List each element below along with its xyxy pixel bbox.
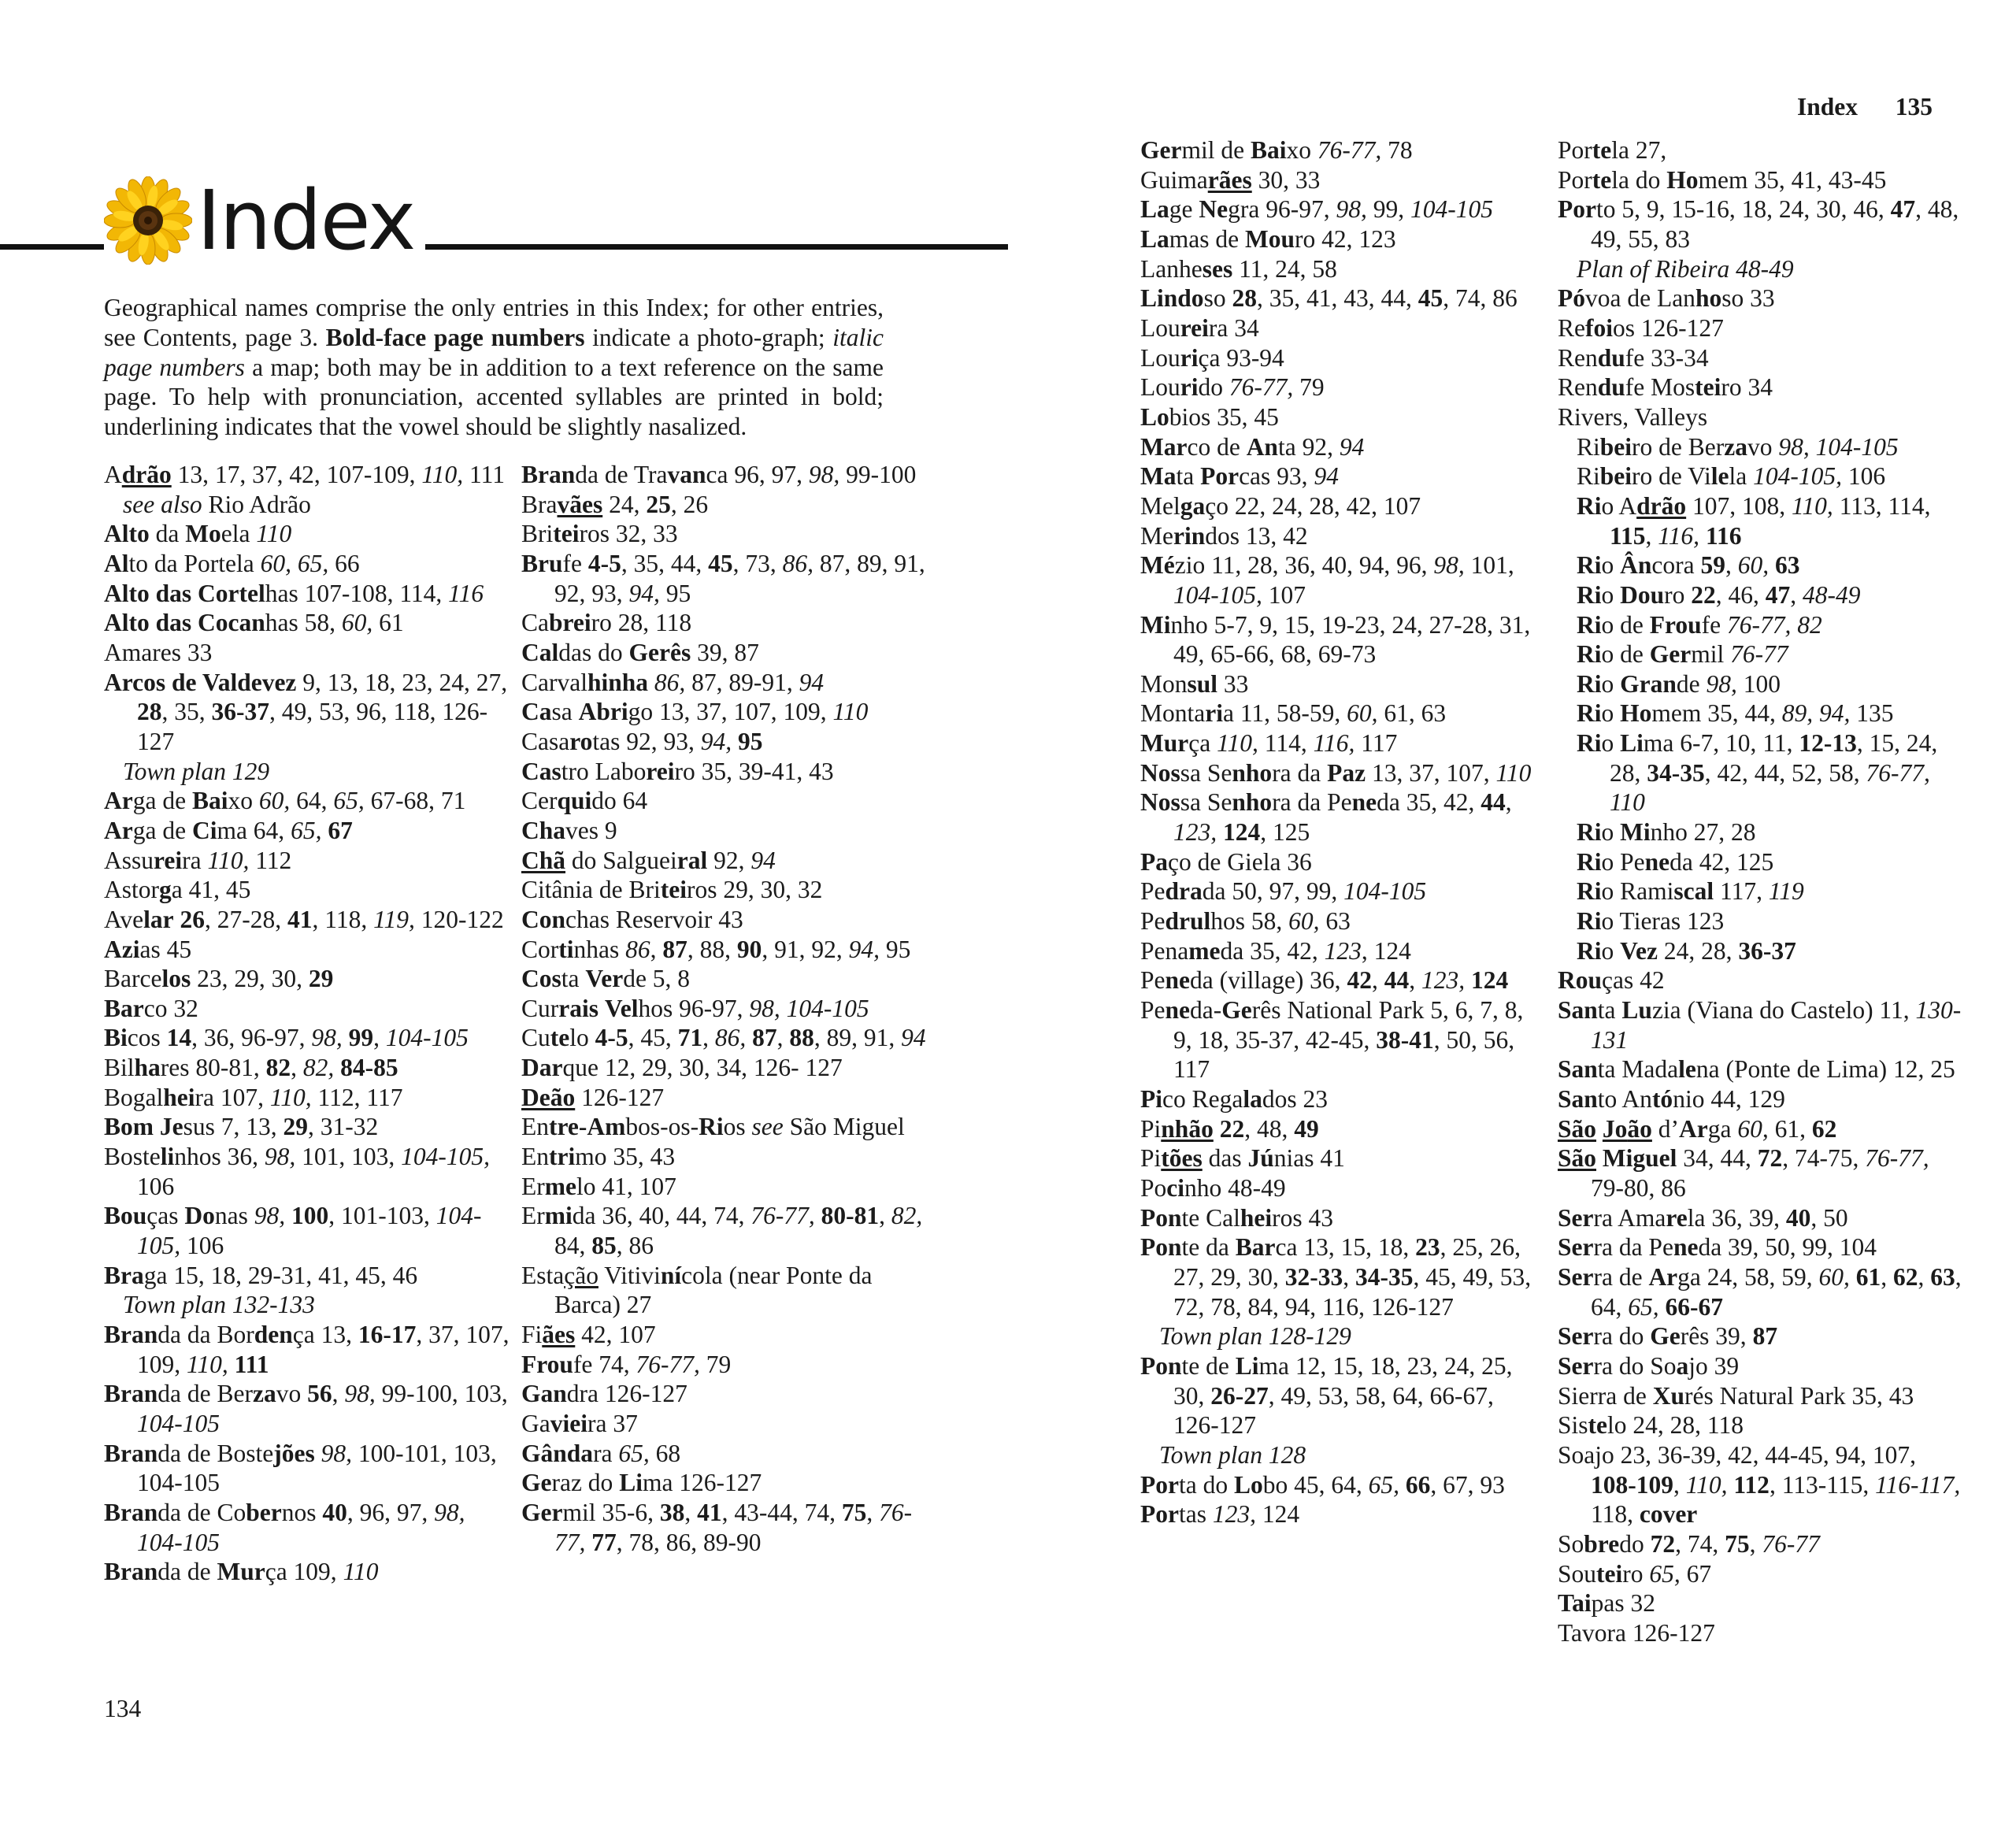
index-subentry: Rio Douro 22, 46, 47, 48-49 xyxy=(1577,580,1861,609)
index-entry: Peneda-Gerês National Park 5, 6, 7, 8, 9, 18, 35-37, 42-45, 38-41, 50, 56, 117 xyxy=(1140,996,1524,1084)
index-subentry: Rio Tieras 123 xyxy=(1577,907,1725,936)
index-entry: Portela 27, xyxy=(1558,136,1667,164)
index-entry: Ponte da Barca 13, 15, 18, 23, 25, 26, 27, 29, 30, 32-33, 34-35, 45, 49, 53, 72, 78, 84, 94, 116, 126-127 xyxy=(1140,1233,1532,1321)
index-entry: Sierra de Xurés Natural Park 35, 43 xyxy=(1558,1381,1914,1410)
intro-segment: indicate a photo-graph; xyxy=(584,323,833,351)
index-entry: Santa Luzia (Viana do Castelo) 11, 130-131 xyxy=(1558,996,1962,1054)
index-entry: Germil de Baixo 76-77, 78 xyxy=(1140,136,1413,164)
index-entry: Bilhares 80-81, 82, 82, 84-85 xyxy=(104,1054,398,1082)
index-entry: Souteiro 65, 67 xyxy=(1558,1559,1712,1588)
index-entry: São Miguel 34, 44, 72, 74-75, 76-77, 79-80, 86 xyxy=(1558,1144,1929,1202)
index-subentry: Town plan 128 xyxy=(1159,1440,1306,1469)
index-entry: Pedrada 50, 97, 99, 104-105 xyxy=(1140,877,1427,906)
page-number-left: 134 xyxy=(104,1695,142,1722)
index-entry: Ermida 36, 40, 44, 74, 76-77, 80-81, 82, 84, 85, 86 xyxy=(521,1202,923,1260)
index-entry: Carvalhinha 86, 87, 89-91, 94 xyxy=(521,668,825,696)
index-subentry: Town plan 128-129 xyxy=(1159,1322,1351,1351)
index-entry: Castro Laboreiro 35, 39-41, 43 xyxy=(521,757,834,785)
index-entry: Arga de Baixo 60, 64, 65, 67-68, 71 xyxy=(104,787,466,815)
index-entry: Pocinho 48-49 xyxy=(1140,1173,1286,1202)
index-entry: Lanheses 11, 24, 58 xyxy=(1140,254,1337,283)
index-entry: Cabreiro 28, 118 xyxy=(521,609,692,637)
index-entry: Loureira 34 xyxy=(1140,313,1259,342)
index-entry: Rouças 42 xyxy=(1558,966,1665,995)
index-subentry: Rio Homem 35, 44, 89, 94, 135 xyxy=(1577,699,1894,728)
index-entry: Sobredo 72, 74, 75, 76-77 xyxy=(1558,1529,1820,1558)
index-entry: Bicos 14, 36, 96-97, 98, 99, 104-105 xyxy=(104,1024,469,1052)
index-entry: Arga de Cima 64, 65, 67 xyxy=(104,816,353,844)
index-entry: Azias 45 xyxy=(104,935,192,963)
index-subentry: Ribeiro de Berzavo 98, 104-105 xyxy=(1577,432,1899,461)
index-entry: Bostelinhos 36, 98, 101, 103, 104-105, 106 xyxy=(104,1143,491,1200)
sunflower-icon xyxy=(104,176,192,265)
index-subentry: Rio Lima 6-7, 10, 11, 12-13, 15, 24, 28, 34-35, 42, 44, 52, 58, 76-77, 110 xyxy=(1577,729,1938,817)
index-entry: Tavora 126-127 xyxy=(1558,1618,1715,1647)
index-entry: Caldas do Gerês 39, 87 xyxy=(521,638,759,666)
index-entry: Lobios 35, 45 xyxy=(1140,402,1279,431)
index-entry: Lamas de Mouro 42, 123 xyxy=(1140,224,1396,253)
index-subentry: Rio Adrão 107, 108, 110, 113, 114, 115, 116, 116 xyxy=(1577,491,1931,550)
index-entry: Assureira 110, 112 xyxy=(104,846,292,874)
index-entry: Branda de Murça 109, 110 xyxy=(104,1558,379,1586)
index-subentry: Rio Vez 24, 28, 36-37 xyxy=(1577,936,1796,965)
intro-segment: a map; both may be in addition to a text reference on the same page. To help with pronunciation, accented syllables are printed in bold; underlining indicates that the vowel should be slightly nasalized. xyxy=(104,353,884,441)
index-entry: Serra do Gerês 39, 87 xyxy=(1558,1322,1778,1351)
index-entry: Pico Regalados 23 xyxy=(1140,1085,1328,1113)
index-entry: Bouças Donas 98, 100, 101-103, 104-105, 106 xyxy=(104,1202,482,1260)
index-entry: Paço de Giela 36 xyxy=(1140,847,1312,876)
index-entry: Merindos 13, 42 xyxy=(1140,521,1308,550)
index-entry: Citânia de Briteiros 29, 30, 32 xyxy=(521,876,823,904)
index-entry: Adrão 13, 17, 37, 42, 107-109, 110, 111 xyxy=(104,461,505,488)
index-entry: Braga 15, 18, 29-31, 41, 45, 46 xyxy=(104,1261,418,1289)
index-entry: Guimarães 30, 33 xyxy=(1140,165,1321,194)
index-entry: Montaria 11, 58-59, 60, 61, 63 xyxy=(1140,699,1447,728)
index-subentry: Rio Grande 98, 100 xyxy=(1577,669,1781,698)
index-entry: Mézio 11, 28, 36, 40, 94, 96, 98, 101, 104-105, 107 xyxy=(1140,551,1514,609)
index-entry: Branda de Travanca 96, 97, 98, 99-100 xyxy=(521,461,917,488)
index-entry: Fiães 42, 107 xyxy=(521,1321,656,1349)
index-entry: Porto 5, 9, 15-16, 18, 24, 30, 46, 47, 48, 49, 55, 83 xyxy=(1558,195,1959,253)
index-entry: Froufe 74, 76-77, 79 xyxy=(521,1350,732,1378)
index-entry: Avelar 26, 27-28, 41, 118, 119, 120-122 xyxy=(104,905,504,933)
index-subentry: Plan of Ribeira 48-49 xyxy=(1577,254,1794,283)
running-head xyxy=(1797,93,1933,121)
index-entry: Refoios 126-127 xyxy=(1558,313,1724,342)
index-entry: Lage Negra 96-97, 98, 99, 104-105 xyxy=(1140,195,1493,224)
index-entry: Soajo 23, 36-39, 42, 44-45, 94, 107, 108-109, 110, 112, 113-115, 116-117, 118, cover xyxy=(1558,1440,1961,1529)
index-entry: Deão 126-127 xyxy=(521,1083,665,1111)
index-entry: Penameda 35, 42, 123, 124 xyxy=(1140,936,1411,965)
index-entry: Casa Abrigo 13, 37, 107, 109, 110 xyxy=(521,698,869,726)
index-entry: Minho 5-7, 9, 15, 19-23, 24, 27-28, 31, 49, 65-66, 68, 69-73 xyxy=(1140,610,1531,669)
title-rule-right xyxy=(425,244,1008,250)
index-entry: Lourido 76-77, 79 xyxy=(1140,373,1325,402)
index-entry: Alto das Cortelhas 107-108, 114, 116 xyxy=(104,579,484,607)
index-entry: Branda da Bordença 13, 16-17, 37, 107, 109, 110, 111 xyxy=(104,1321,510,1378)
index-entry: Pedrulhos 58, 60, 63 xyxy=(1140,907,1351,936)
index-entry: Branda de Bostejões 98, 100-101, 103, 104-105 xyxy=(104,1439,497,1497)
index-entry: Barcelos 23, 29, 30, 29 xyxy=(104,965,334,993)
index-entry: Alto da Moela 110 xyxy=(104,520,292,548)
index-entry: Briteiros 32, 33 xyxy=(521,520,678,548)
index-entry: Portas 123, 124 xyxy=(1140,1500,1300,1529)
index-entry: Nossa Senhora da Peneda 35, 42, 44, 123, 124, 125 xyxy=(1140,788,1512,847)
index-entry: Peneda (village) 36, 42, 44, 123, 124 xyxy=(1140,966,1509,995)
index-entry: Rendufe Mosteiro 34 xyxy=(1558,373,1773,402)
index-entry: Entrimo 35, 43 xyxy=(521,1143,676,1171)
index-subentry: Rio Minho 27, 28 xyxy=(1577,818,1756,847)
index-entry: Alto das Cocanhas 58, 60, 61 xyxy=(104,609,404,637)
index-entry: Geraz do Lima 126-127 xyxy=(521,1469,762,1497)
index-entry: Porta do Lobo 45, 64, 65, 66, 67, 93 xyxy=(1140,1470,1505,1499)
index-entry: Bom Jesus 7, 13, 29, 31-32 xyxy=(104,1113,379,1141)
index-column-2 xyxy=(521,460,931,1557)
index-entry: Ponte de Lima 12, 15, 18, 23, 24, 25, 30, 26-27, 49, 53, 58, 64, 66-67, 126-127 xyxy=(1140,1351,1513,1440)
index-entry: Serra do Soajo 39 xyxy=(1558,1351,1740,1380)
index-entry: Barco 32 xyxy=(104,994,198,1022)
index-entry: Lindoso 28, 35, 41, 43, 44, 45, 74, 86 xyxy=(1140,284,1518,313)
index-entry: Astorga 41, 45 xyxy=(104,876,251,904)
index-entry: Póvoa de Lanhoso 33 xyxy=(1558,284,1775,313)
index-entry: Serra de Arga 24, 58, 59, 60, 61, 62, 63, 64, 65, 66-67 xyxy=(1558,1262,1962,1321)
index-entry: Murça 110, 114, 116, 117 xyxy=(1140,729,1398,758)
index-entry: Gavieira 37 xyxy=(521,1410,638,1437)
index-entry: Mata Porcas 93, 94 xyxy=(1140,462,1339,491)
index-entry: Nossa Senhora da Paz 13, 37, 107, 110 xyxy=(1140,758,1532,787)
index-entry: Brufe 4-5, 35, 44, 45, 73, 86, 87, 89, 91, 92, 93, 94, 95 xyxy=(521,549,925,607)
index-entry: Bogalheira 107, 110, 112, 117 xyxy=(104,1083,403,1111)
index-subentry: Rio de Germil 76-77 xyxy=(1577,640,1788,669)
index-entry: Darque 12, 29, 30, 34, 126- 127 xyxy=(521,1054,843,1082)
index-entry: Amares 33 xyxy=(104,638,213,666)
index-subentry: Rio Peneda 42, 125 xyxy=(1577,847,1774,876)
intro-segment: Bold-face page numbers xyxy=(325,323,585,351)
index-subentry: Ribeiro de Vilela 104-105, 106 xyxy=(1577,462,1886,491)
index-entry: Chã do Salgueiral 92, 94 xyxy=(521,846,776,874)
intro-segment: Geographical names comprise the only entries in this Index; for other entries, see Contents, page 3. xyxy=(104,294,884,351)
index-entry: Serra da Peneda 39, 50, 99, 104 xyxy=(1558,1233,1877,1262)
index-entry: Bravães 24, 25, 26 xyxy=(521,490,709,518)
index-entry: Taipas 32 xyxy=(1558,1589,1655,1618)
page-title: Index xyxy=(197,172,415,269)
running-head-label: Index xyxy=(1797,93,1858,120)
index-entry: Branda de Berzavo 56, 98, 99-100, 103, 104-105 xyxy=(104,1380,508,1437)
index-subentry: Rio de Froufe 76-77, 82 xyxy=(1577,610,1822,639)
index-entry: Branda de Cobernos 40, 96, 97, 98, 104-105 xyxy=(104,1498,465,1556)
index-entry: Louriça 93-94 xyxy=(1140,343,1284,372)
index-entry: Currais Velhos 96-97, 98, 104-105 xyxy=(521,994,869,1022)
index-entry: Germil 35-6, 38, 41, 43-44, 74, 75, 76-77, 77, 78, 86, 89-90 xyxy=(521,1498,913,1556)
index-entry: Cerquido 64 xyxy=(521,787,648,815)
index-entry: Entre-Ambos-os-Rios see São Miguel xyxy=(521,1113,905,1141)
index-entry: Santa Madalena (Ponte de Lima) 12, 25 xyxy=(1558,1055,1955,1084)
index-entry: Casarotas 92, 93, 94, 95 xyxy=(521,727,763,755)
index-column-1 xyxy=(104,460,513,1587)
title-rule-left xyxy=(0,244,104,250)
index-entry: Cutelo 4-5, 45, 71, 86, 87, 88, 89, 91, 94 xyxy=(521,1024,926,1052)
index-column-3 xyxy=(1140,135,1542,1529)
running-head-page-number: 135 xyxy=(1895,93,1933,120)
index-entry: Ponte Calheiros 43 xyxy=(1140,1203,1334,1232)
index-entry: Pinhão 22, 48, 49 xyxy=(1140,1114,1319,1143)
index-entry: Cortinhas 86, 87, 88, 90, 91, 92, 94, 95 xyxy=(521,935,911,963)
index-entry: Chaves 9 xyxy=(521,816,617,844)
index-entry: Costa Verde 5, 8 xyxy=(521,965,691,993)
index-entry: Marco de Anta 92, 94 xyxy=(1140,432,1365,461)
index-entry: Estação Vitivinícola (near Ponte da Barca) 27 xyxy=(521,1261,873,1319)
intro-paragraph xyxy=(104,293,884,442)
index-column-4 xyxy=(1558,135,1967,1647)
index-entry: Gandra 126-127 xyxy=(521,1380,687,1408)
index-entry: Serra Amarela 36, 39, 40, 50 xyxy=(1558,1203,1848,1232)
index-subentry: Town plan 129 xyxy=(123,757,270,785)
index-entry: Portela do Homem 35, 41, 43-45 xyxy=(1558,165,1887,194)
index-entry: Conchas Reservoir 43 xyxy=(521,905,743,933)
intro-segment: italic page numbers xyxy=(104,323,884,381)
index-entry: Sistelo 24, 28, 118 xyxy=(1558,1411,1744,1440)
index-entry: Monsul 33 xyxy=(1140,669,1249,698)
index-entry: Santo António 44, 129 xyxy=(1558,1085,1785,1113)
index-entry: Ermelo 41, 107 xyxy=(521,1172,676,1200)
index-entry: Melgaço 22, 24, 28, 42, 107 xyxy=(1140,491,1421,520)
index-entry: Alto da Portela 60, 65, 66 xyxy=(104,549,360,577)
index-entry: Rendufe 33-34 xyxy=(1558,343,1709,372)
index-entry: Gândara 65, 68 xyxy=(521,1439,681,1467)
index-subentry: Rio Ramiscal 117, 119 xyxy=(1577,877,1804,906)
index-entry: Rivers, Valleys xyxy=(1558,402,1708,431)
index-subentry: see also Rio Adrão xyxy=(123,490,311,518)
index-entry: Pitões das Júnias 41 xyxy=(1140,1144,1345,1173)
index-subentry: Town plan 132-133 xyxy=(123,1291,315,1319)
index-entry: São João d’Arga 60, 61, 62 xyxy=(1558,1114,1837,1143)
index-subentry: Rio Âncora 59, 60, 63 xyxy=(1577,551,1800,580)
index-entry: Arcos de Valdevez 9, 13, 18, 23, 24, 27, 28, 35, 36-37, 49, 53, 96, 118, 126-127 xyxy=(104,668,508,755)
